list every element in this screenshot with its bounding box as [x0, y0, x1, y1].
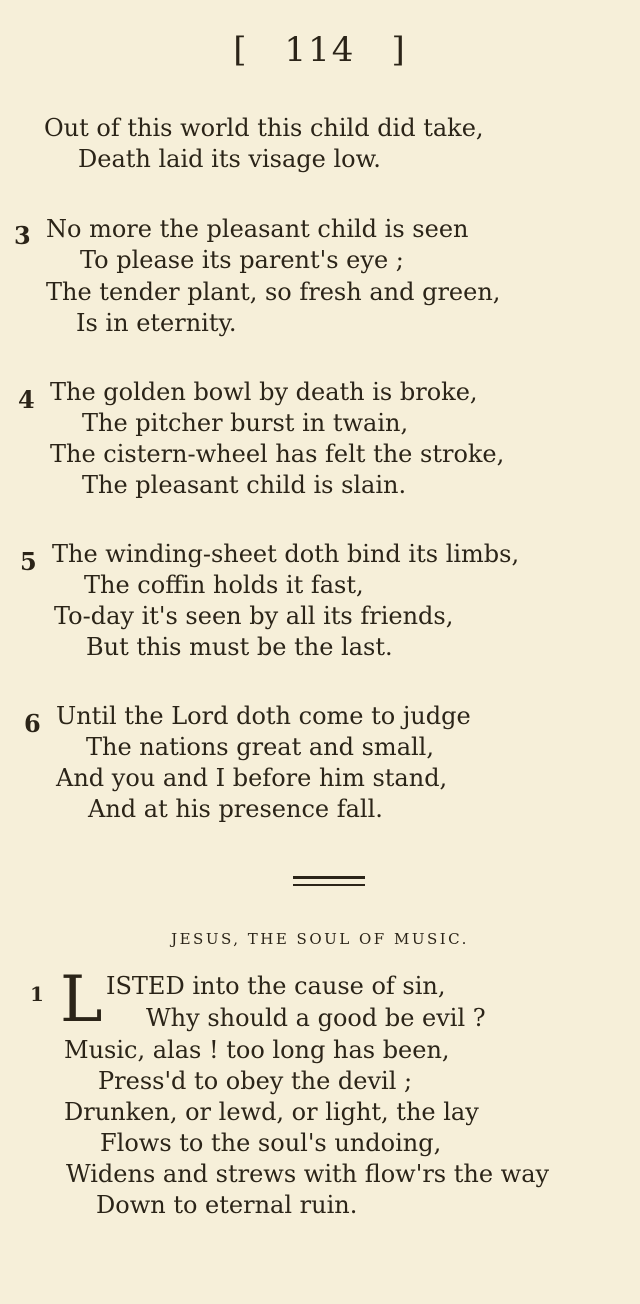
- stanza-line: The cistern-wheel has felt the stroke,: [50, 440, 505, 468]
- stanza-line: The coffin holds it fast,: [84, 571, 364, 599]
- stanza-number: 4: [18, 385, 35, 414]
- stanza-line: No more the pleasant child is seen: [46, 215, 469, 243]
- stanza-number: 3: [14, 221, 31, 250]
- stanza-line: The winding-sheet doth bind its limbs,: [52, 540, 520, 568]
- stanza-line: Out of this world this child did take,: [44, 114, 484, 142]
- hymn-line: Press'd to obey the devil ;: [98, 1067, 413, 1095]
- stanza-line: The golden bowl by death is broke,: [50, 378, 478, 406]
- stanza-line: Until the Lord doth come to judge: [56, 702, 471, 730]
- right-bracket: ]: [391, 30, 407, 70]
- drop-cap: L: [60, 963, 103, 1037]
- hymn-number: 1: [30, 982, 44, 1006]
- page-number: 114: [284, 30, 356, 70]
- stanza-line: But this must be the last.: [86, 633, 393, 661]
- stanza-line: To please its parent's eye ;: [80, 246, 404, 274]
- stanza-line: The tender plant, so fresh and green,: [46, 278, 501, 306]
- left-bracket: [: [233, 30, 249, 70]
- hymn-line: Flows to the soul's undoing,: [100, 1129, 442, 1157]
- stanza-line: Death laid its visage low.: [78, 145, 381, 173]
- stanza-line: To-day it's seen by all its friends,: [54, 602, 454, 630]
- page-number-header: [0, 30, 640, 70]
- stanza-line: The nations great and small,: [86, 733, 434, 761]
- stanza-line: Is in eternity.: [76, 309, 237, 337]
- hymn-line: Widens and strews with flow'rs the way: [66, 1160, 550, 1188]
- stanza-line: The pleasant child is slain.: [82, 471, 407, 499]
- stanza-line: And at his presence fall.: [88, 795, 383, 823]
- hymn-line: ISTED into the cause of sin,: [106, 972, 446, 1000]
- stanza-number: 5: [20, 547, 37, 576]
- ornament-rule: [293, 876, 365, 879]
- hymn-title: JESUS, THE SOUL OF MUSIC.: [171, 930, 469, 948]
- hymn-line: Drunken, or lewd, or light, the lay: [64, 1098, 479, 1126]
- hymn-line: Music, alas ! too long has been,: [64, 1036, 450, 1064]
- stanza-line: The pitcher burst in twain,: [82, 409, 409, 437]
- hymn-line: Why should a good be evil ?: [146, 1004, 486, 1032]
- stanza-number: 6: [24, 709, 41, 738]
- hymn-line: Down to eternal ruin.: [96, 1191, 358, 1219]
- ornament-rule: [293, 884, 365, 886]
- stanza-line: And you and I before him stand,: [56, 764, 448, 792]
